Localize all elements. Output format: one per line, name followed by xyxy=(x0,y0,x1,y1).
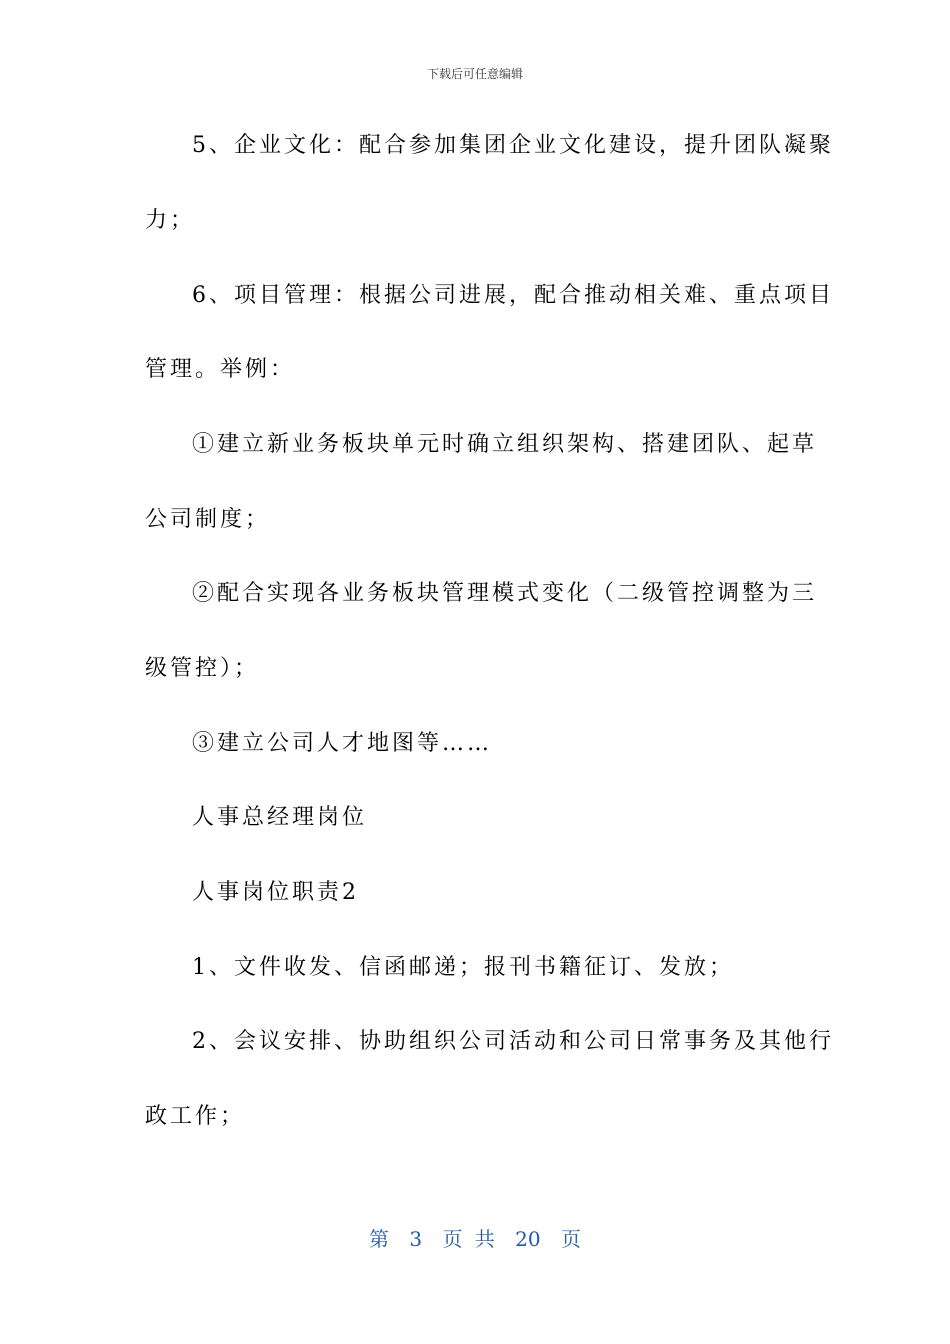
paragraph-line: 力； xyxy=(145,208,196,233)
paragraph-line: ①建立新业务板块单元时确立组织架构、搭建团队、起草 xyxy=(192,432,818,457)
paragraph-line: ②配合实现各业务板块管理模式变化（二级管控调整为三 xyxy=(192,581,818,606)
paragraph-line: 2、会议安排、协助组织公司活动和公司日常事务及其他行 xyxy=(192,1029,834,1054)
page-number-footer xyxy=(0,1226,950,1252)
paragraph-line: 政工作； xyxy=(145,1104,246,1129)
footer-total-pages: 20 xyxy=(515,1227,541,1251)
paragraph-line: 管理。举例： xyxy=(145,357,296,382)
paragraph-line: 级管控）； xyxy=(145,656,260,681)
paragraph-line: 6、项目管理：根据公司进展，配合推动相关难、重点项目 xyxy=(192,283,834,308)
footer-suffix: 页 xyxy=(560,1227,581,1251)
paragraph-line: 1、文件收发、信函邮递；报刊书籍征订、发放； xyxy=(192,955,734,980)
page-header-note: 下载后可任意编辑 xyxy=(426,67,523,81)
paragraph-line: ③建立公司人才地图等…… xyxy=(192,731,493,756)
paragraph-line: 5、企业文化：配合参加集团企业文化建设，提升团队凝聚 xyxy=(192,133,834,158)
footer-prefix: 第 xyxy=(369,1227,389,1251)
section-heading: 人事岗位职责2 xyxy=(192,880,359,905)
paragraph-line: 公司制度； xyxy=(145,507,271,532)
section-heading: 人事总经理岗位 xyxy=(192,805,368,830)
footer-middle: 页 共 xyxy=(442,1227,495,1251)
footer-current-page: 3 xyxy=(409,1227,423,1251)
